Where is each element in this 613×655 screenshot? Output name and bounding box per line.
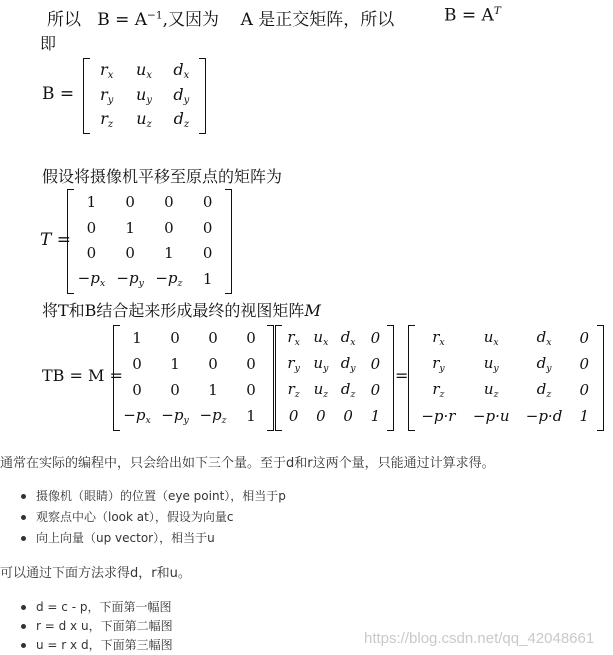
- line1-prefix: 所以: [47, 10, 81, 30]
- m1-cell-1-0: 0: [132, 355, 142, 373]
- matB-cell-1-2: $d_y$: [173, 84, 190, 106]
- m2-cell-2-2: $d_z$: [340, 380, 356, 400]
- m3-grid: [412, 325, 598, 429]
- matT-grid: [72, 189, 227, 292]
- m2-cell-3-3: 1: [370, 407, 381, 425]
- list2-item-2: r = d x u，下面第二幅图: [36, 619, 173, 633]
- m3-cell-2-0: $r_z$: [432, 380, 445, 400]
- m3-cell-0-2: $d_x$: [536, 328, 552, 348]
- m3-cell-0-0: $r_x$: [432, 328, 445, 348]
- matB-cell-2-1: $u_z$: [136, 109, 152, 131]
- m1-grid: [118, 325, 270, 429]
- m2-cell-2-3: 0: [370, 381, 381, 399]
- m3-cell-3-0: −p·r: [421, 407, 456, 425]
- matB-right-bracket: [199, 58, 206, 134]
- list2-item-3: u = r x d，下面第三幅图: [36, 638, 173, 652]
- line1-eq1-sup: −1: [147, 9, 163, 22]
- m3-cell-3-2: −p·d: [525, 407, 563, 425]
- line-2: 即: [40, 34, 57, 53]
- m3-cell-2-1: $u_z$: [483, 380, 499, 400]
- matT-cell-3-3: 1: [202, 270, 213, 289]
- matTB-equals: =: [395, 366, 409, 385]
- m1-cell-3-2: $-p_z$: [199, 406, 227, 426]
- m1-cell-0-1: 0: [170, 329, 180, 347]
- m2-cell-3-1: 0: [316, 407, 326, 425]
- m3-cell-1-3: 0: [579, 355, 589, 373]
- line1-eq2: [444, 5, 501, 25]
- m3-cell-2-3: 0: [579, 381, 589, 399]
- m2-cell-3-0: 0: [288, 407, 299, 425]
- matT-cell-3-1: $-p_y$: [116, 269, 144, 290]
- matT-cell-2-2: 1: [164, 244, 174, 263]
- m2-cell-1-2: $d_y$: [340, 354, 356, 374]
- m2-cell-0-3: 0: [370, 329, 381, 347]
- m1-cell-3-0: $-p_x$: [123, 406, 151, 426]
- matB-cell-2-2: $d_z$: [173, 109, 190, 131]
- heading-T: 假设将摄像机平移至原点的矩阵为: [42, 167, 283, 186]
- m1-cell-0-3: 0: [246, 329, 256, 347]
- bullet: [21, 515, 26, 520]
- m3-cell-0-1: $u_x$: [483, 328, 499, 348]
- line1-eq2-text: B = A: [444, 5, 494, 26]
- heading-TB-text: 将T和B结合起来形成最终的视图矩阵: [42, 301, 305, 320]
- matT-cell-1-3: 0: [202, 218, 213, 237]
- m1-cell-2-1: 0: [170, 381, 180, 399]
- m2-cell-0-0: $r_x$: [287, 328, 300, 348]
- bullet: [21, 494, 26, 499]
- matT-cell-2-3: 0: [202, 244, 213, 263]
- m1-cell-2-2: 1: [208, 381, 218, 399]
- line1-a-text: A 是正交矩阵，所以: [240, 10, 395, 30]
- matB-cell-0-1: $u_x$: [136, 59, 152, 81]
- m3-cell-1-0: $r_y$: [432, 354, 445, 374]
- matT-cell-0-0: 1: [86, 192, 97, 211]
- matB-grid: [88, 58, 200, 132]
- matB-cell-2-0: $r_z$: [100, 109, 114, 131]
- list2-item-1: d = c - p，下面第一幅图: [36, 600, 172, 614]
- line1-mid: ,又因为: [162, 10, 219, 30]
- matTB-lhs: TB = M =: [42, 366, 123, 385]
- matT-cell-0-1: 0: [125, 192, 135, 211]
- matB-cell-0-0: $r_x$: [100, 59, 114, 81]
- matT-cell-0-2: 0: [164, 192, 174, 211]
- list1-item-2: 观察点中心（look at），假设为向量c: [36, 510, 234, 524]
- m2-cell-1-3: 0: [370, 355, 381, 373]
- m1-cell-2-0: 0: [132, 381, 142, 399]
- bullet: [21, 536, 26, 541]
- m3-cell-3-3: 1: [579, 407, 589, 425]
- m1-cell-2-3: 0: [246, 381, 256, 399]
- m2-cell-2-1: $u_z$: [313, 380, 329, 400]
- m1-cell-0-0: 1: [132, 329, 142, 347]
- matT-cell-0-3: 0: [202, 192, 213, 211]
- m2-cell-0-1: $u_x$: [313, 328, 329, 348]
- m3-cell-1-2: $d_y$: [536, 354, 552, 374]
- m1-cell-1-2: 0: [208, 355, 218, 373]
- m3-right-bracket: [597, 325, 604, 431]
- line1-eq1: B = A: [97, 10, 148, 30]
- m1-cell-0-2: 0: [208, 329, 218, 347]
- paragraph-2: 可以通过下面方法求得d，r和u。: [0, 566, 191, 581]
- line-1: [47, 5, 394, 30]
- matB-cell-1-0: $r_y$: [100, 84, 114, 106]
- matT-cell-3-2: $-p_z$: [155, 269, 183, 290]
- heading-TB-var: M: [304, 301, 321, 320]
- matT-cell-2-1: 0: [125, 244, 135, 263]
- matT-cell-2-0: 0: [86, 244, 97, 263]
- m1-cell-3-1: $-p_y$: [161, 406, 189, 426]
- matB-lhs: B =: [42, 84, 75, 104]
- watermark: https://blog.csdn.net/qq_42048661: [364, 630, 595, 647]
- matT-cell-1-1: 1: [125, 218, 135, 237]
- m2-grid: [280, 325, 389, 429]
- m2-cell-0-2: $d_x$: [340, 328, 356, 348]
- paragraph-1: 通常在实际的编程中，只会给出如下三个量。至于d和r这两个量，只能通过计算求得。: [0, 456, 495, 471]
- m3-cell-0-3: 0: [579, 329, 589, 347]
- matB-cell-1-1: $u_y$: [136, 84, 152, 106]
- m1-cell-1-3: 0: [246, 355, 256, 373]
- matT-lhs: T =: [40, 230, 71, 250]
- m1-cell-1-1: 1: [170, 355, 180, 373]
- matT-cell-3-0: $-p_x$: [77, 269, 106, 290]
- matT-cell-1-0: 0: [86, 218, 97, 237]
- m2-cell-1-0: $r_y$: [287, 354, 300, 374]
- m2-cell-1-1: $u_y$: [313, 354, 329, 374]
- m2-cell-3-2: 0: [343, 407, 353, 425]
- m3-cell-1-1: $u_y$: [483, 354, 499, 374]
- bullet: [21, 624, 26, 629]
- heading-TB: [42, 298, 321, 321]
- list1-item-1: 摄像机（眼睛）的位置（eye point），相当于p: [36, 489, 286, 503]
- list1-item-3: 向上向量（up vector），相当于u: [36, 531, 215, 545]
- bullet: [21, 643, 26, 648]
- m1-cell-3-3: 1: [246, 407, 256, 425]
- bullet: [21, 605, 26, 610]
- m3-cell-3-1: −p·u: [472, 407, 510, 425]
- line1-eq2-sup: T: [493, 5, 501, 17]
- m2-cell-2-0: $r_z$: [287, 380, 300, 400]
- matB-cell-0-2: $d_x$: [173, 59, 190, 81]
- matT-cell-1-2: 0: [164, 218, 174, 237]
- m3-cell-2-2: $d_z$: [536, 380, 552, 400]
